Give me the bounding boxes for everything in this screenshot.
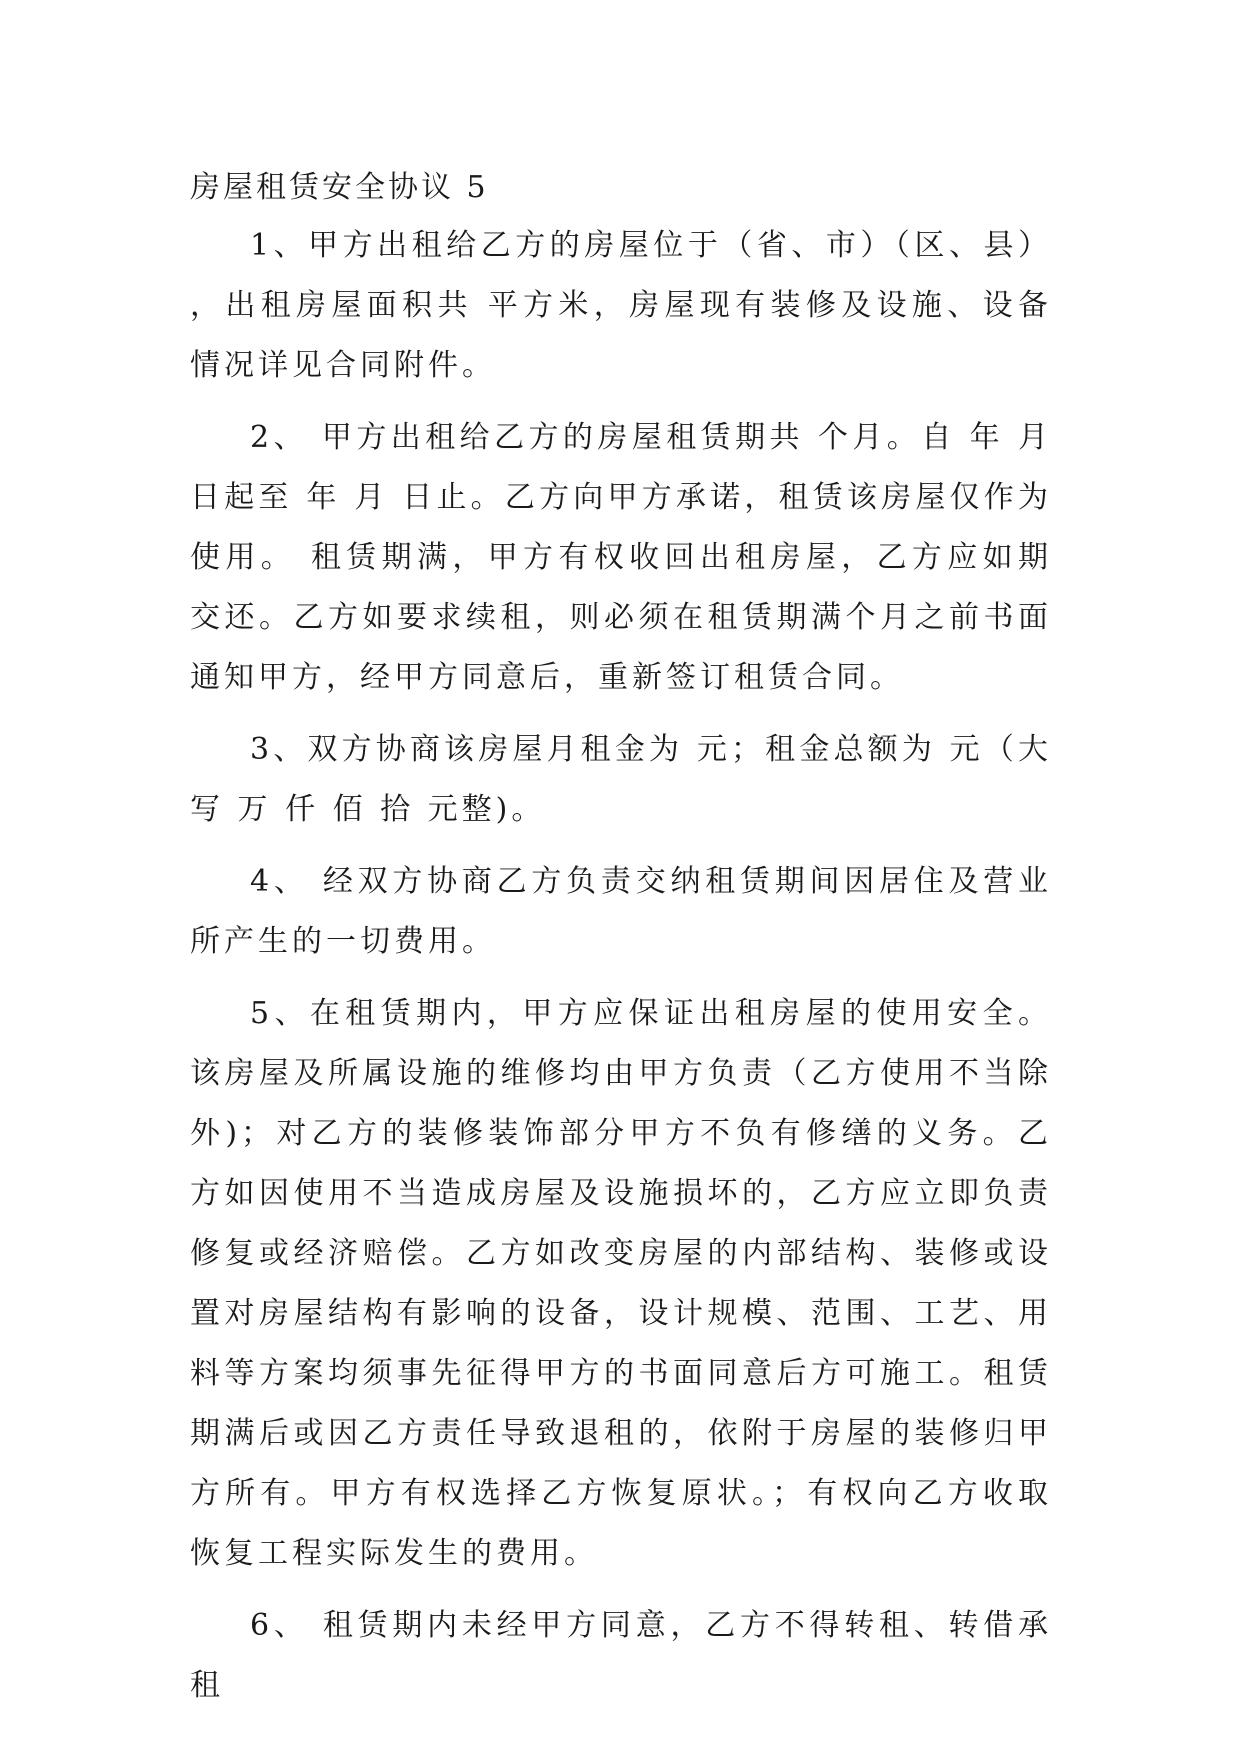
clause-3: 3、双方协商该房屋月租金为 元；租金总额为 元（大写 万 仟 佰 拾 元整)。: [190, 732, 1052, 827]
document-title: 房屋租赁安全协议 5: [190, 170, 489, 205]
clause-4: 4、 经双方协商乙方负责交纳租赁期间因居住及营业所产生的一切费用。: [190, 864, 1052, 959]
clause-2: 2、 甲方出租给乙方的房屋租赁期共 个月。自 年 月 日起至 年 月 日止。乙方向甲方承诺，租赁该房屋仅作为 使用。 租赁期满，甲方有权收回出租房屋，乙方应如期交还。乙方如要求续租，则必须在租赁期满个月之前书面通知甲方，经甲方同意后，重新签订租赁合同。: [190, 420, 1052, 695]
clause-1: 1、甲方出租给乙方的房屋位于（省、市）（区、县） ，出租房屋面积共 平方米，房屋现有装修及设施、设备情况详见合同附件。: [190, 228, 1052, 383]
clause-5: 5、在租赁期内，甲方应保证出租房屋的使用安全。该房屋及所属设施的维修均由甲方负责（乙方使用不当除外)；对乙方的装修装饰部分甲方不负有修缮的义务。乙方如因使用不当造成房屋及设施损坏的，乙方应立即负责修复或经济赔偿。乙方如改变房屋的内部结构、装修或设置对房屋结构有影响的设备，设计规模、范围、工艺、用料等方案均须事先征得甲方的书面同意后方可施工。租赁期满后或因乙方责任导致退租的，依附于房屋的装修归甲方所有。甲方有权选择乙方恢复原状。；有权向乙方收取恢复工程实际发生的费用。: [190, 996, 1052, 1571]
document-body: [190, 160, 1052, 1716]
clause-6: 6、 租赁期内未经甲方同意，乙方不得转租、转借承租: [190, 1608, 1052, 1703]
